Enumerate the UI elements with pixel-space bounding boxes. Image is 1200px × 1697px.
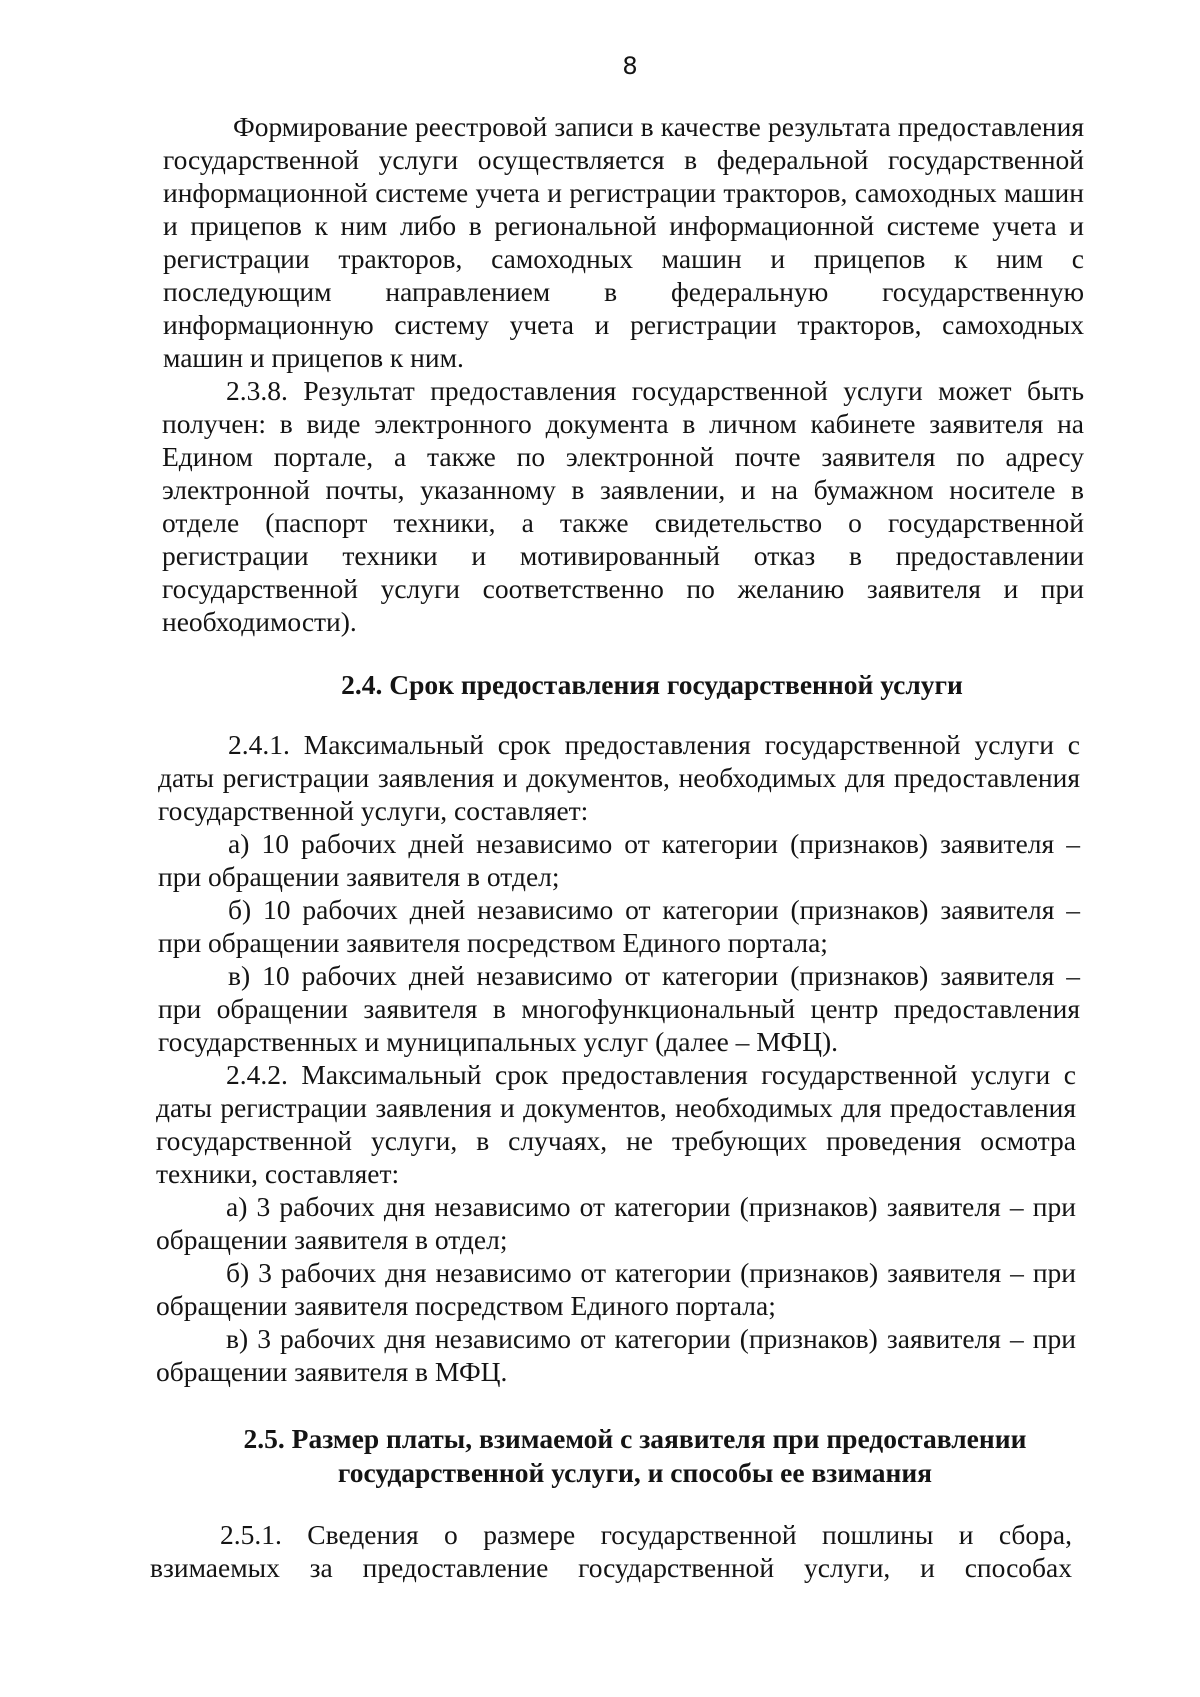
paragraph-2-5-1: 2.5.1. Сведения о размере государственной пошлины и сбора, взимаемых за предоставление государственной услуги, и способах xyxy=(150,1519,1072,1583)
paragraph-2-4-2-v: в) 3 рабочих дня независимо от категории (признаков) заявителя – при обращении заявителя в МФЦ. xyxy=(156,1323,1076,1387)
section-heading-2-5-line-1: 2.5. Размер платы, взимаемой с заявителя при предоставлении xyxy=(243,1423,1027,1454)
section-heading-2-5 xyxy=(206,1422,1064,1490)
paragraph-2-4-2-a: а) 3 рабочих дня независимо от категории (признаков) заявителя – при обращении заявителя в отдел; xyxy=(156,1191,1076,1255)
paragraph-registry-record: Формирование реестровой записи в качестве результата предоставления государственной услуги осуществляется в федеральной государственной информационной системе учета и регистрации тракторов, самоходных машин и прицепов к ним либо в региональной информационной системе учета и регистрации тракторов, самоходных машин и прицепов к ним с последующим направлением в федеральную государственную информационную систему учета и регистрации тракторов, самоходных машин и прицепов к ним. xyxy=(163,111,1084,373)
section-heading-2-5-line-2: государственной услуги, и способы ее взимания xyxy=(337,1457,933,1488)
paragraph-2-4-2-b: б) 3 рабочих дня независимо от категории (признаков) заявителя – при обращении заявителя посредством Единого портала; xyxy=(156,1257,1076,1321)
section-heading-2-4: 2.4. Срок предоставления государственной услуги xyxy=(341,669,963,700)
paragraph-2-4-1-b: б) 10 рабочих дней независимо от категории (признаков) заявителя – при обращении заявителя посредством Единого портала; xyxy=(158,894,1080,958)
paragraph-2-4-1-v: в) 10 рабочих дней независимо от категории (признаков) заявителя – при обращении заявителя в многофункциональный центр предоставления государственных и муниципальных услуг (далее – МФЦ). xyxy=(158,960,1080,1057)
paragraph-2-4-1-a: а) 10 рабочих дней независимо от категории (признаков) заявителя – при обращении заявителя в отдел; xyxy=(158,828,1080,892)
paragraph-2-3-8: 2.3.8. Результат предоставления государственной услуги может быть получен: в виде электронного документа в личном кабинете заявителя на Едином портале, а также по электронной почте заявителя по адресу электронной почты, указанному в заявлении, и на бумажном носителе в отделе (паспорт техники, а также свидетельство о государственной регистрации техники и мотивированный отказ в предоставлении государственной услуги соответственно по желанию заявителя и при необходимости). xyxy=(162,375,1084,637)
paragraph-2-4-2: 2.4.2. Максимальный срок предоставления государственной услуги с даты регистрации заявления и документов, необходимых для предоставления государственной услуги, в случаях, не требующих проведения осмотра техники, составляет: xyxy=(156,1059,1076,1189)
page-number: 8 xyxy=(622,52,638,80)
paragraph-2-4-1: 2.4.1. Максимальный срок предоставления государственной услуги с даты регистрации заявления и документов, необходимых для предоставления государственной услуги, составляет: xyxy=(158,729,1080,826)
